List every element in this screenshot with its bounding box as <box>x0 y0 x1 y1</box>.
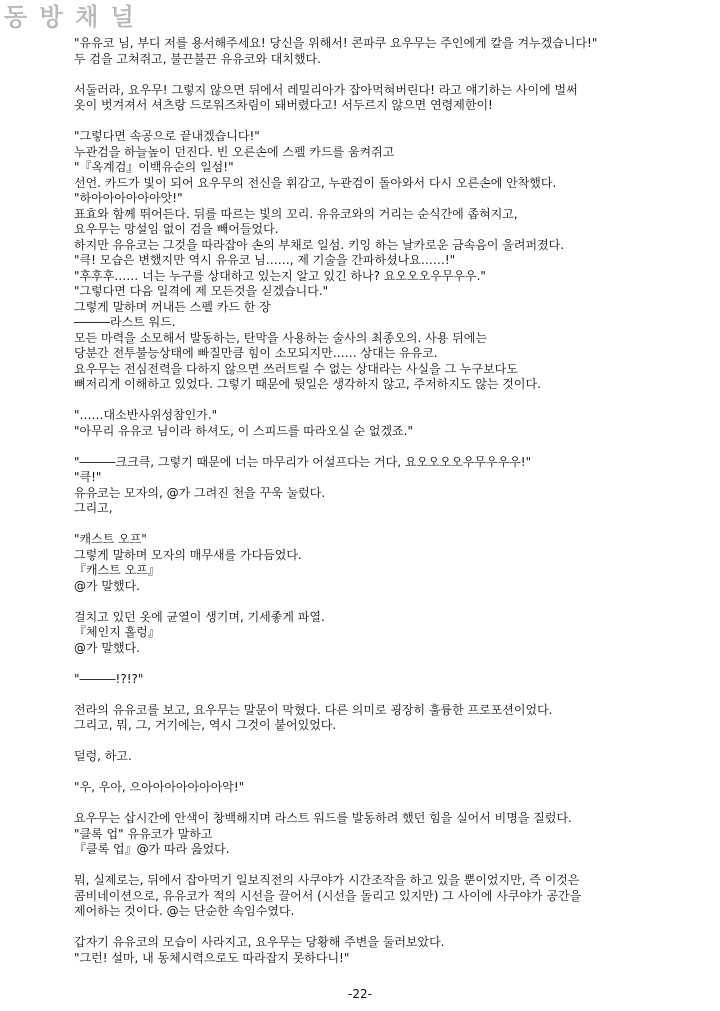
text-line: @가 말했다. <box>74 640 140 655</box>
blank-line <box>74 734 674 750</box>
text-line: 선언. 카드가 빛이 되어 요우무의 전신을 휘감고, 누관검이 돌아와서 다시 오른손에 안착했다. <box>74 175 557 190</box>
text-line: 요우무는 망설임 없이 검을 빼어들었다. <box>74 222 279 236</box>
text-line: 『클록 업』@가 따라 읊었다. <box>74 842 230 856</box>
text-line: "그런! 설마, 내 동체시력으로도 따라잡지 못하다니!" <box>74 950 350 965</box>
blank-line <box>74 765 674 781</box>
blank-line <box>74 517 674 533</box>
text-line: 표효와 함께 뛰어든다. 뒤를 따르는 빛의 꼬리. 유유코와의 거리는 순식간에 좁혀지고, <box>74 206 518 221</box>
text-line: 누관검을 하늘높이 던진다. 빈 오른손에 스펠 카드를 움켜쥐고 <box>74 144 395 159</box>
text-line: 그렇게 말하며 모자의 매무새를 가다듬었다. <box>74 547 302 562</box>
text-line: "큭! 모습은 변했지만 역시 유유코 님……, 제 기술을 간파하셨나요……!" <box>74 253 456 267</box>
text-line: 『체인지 홀렁』 <box>74 625 160 639</box>
document-body <box>74 36 674 966</box>
blank-line <box>74 796 674 812</box>
text-line: 옷이 벗겨져서 셔츠랑 드로워즈차림이 돼버렸다고! 서두르지 않으면 연령제한이! <box>74 98 493 112</box>
text-line: "그렇다면 속공으로 끝내겠습니다!" <box>74 129 260 143</box>
text-line: "클록 업" 유유코가 말하고 <box>74 826 213 841</box>
blank-line <box>74 920 674 936</box>
text-line: 그리고, <box>74 501 113 515</box>
text-line: @가 말했다. <box>74 578 140 593</box>
blank-line <box>74 656 674 672</box>
text-line: 두 검을 고쳐쥐고, 불끈불끈 유유코와 대치했다. <box>74 51 321 66</box>
text-line: "아무리 유유코 님이라 하셔도, 이 스피드를 따라오실 순 없겠죠." <box>74 423 413 438</box>
text-line: "후후후…… 너는 누구를 상대하고 있는지 알고 있긴 하나? 요오오오우무우우." <box>74 268 486 283</box>
text-line: "『옥계검』이백유순의 일섬!" <box>74 160 234 174</box>
text-line: 전라의 유유코를 보고, 요우무는 말문이 막혔다. 다른 의미로 굉장히 훌륭한 프로포션이었다. <box>74 702 553 717</box>
text-line: "우, 우아, 으아아아아아아아악!" <box>74 780 245 794</box>
blank-line <box>74 393 674 409</box>
watermark-logo: 동 방 채 널 <box>4 3 136 31</box>
text-line: 서둘러라, 요우무! 그렇지 않으면 뒤에서 레밀리아가 잡아먹혀버린다! 라고 얘기하는 사이에 벌써 <box>74 82 578 97</box>
blank-line <box>74 114 674 130</box>
blank-line <box>74 67 674 83</box>
text-line: "큭!" <box>74 470 102 484</box>
text-line: "캐스트 오프" <box>74 532 147 546</box>
blank-line <box>74 439 674 455</box>
text-line: "하아아아아아아앗!" <box>74 191 183 205</box>
text-line: 걸치고 있던 옷에 균열이 생기며, 기세좋게 파열. <box>74 609 325 624</box>
text-line: 뭐, 실제로는, 뒤에서 잡아먹기 일보직전의 사쿠야가 시간조작을 하고 있을 뿐이었지만, 즉 이것은 <box>74 873 580 887</box>
blank-line <box>74 594 674 610</box>
text-line: 하지만 유유코는 그것을 따라잡아 손의 부채로 일섬. 키잉 하는 날카로운 금속음이 울려퍼졌다. <box>74 237 565 252</box>
text-line: "유유코 님, 부디 저를 용서해주세요! 당신을 위해서! 콘파쿠 요우무는 주인에게 칼을 겨누겠습니다!" <box>74 36 598 50</box>
text-line: 요우무는 전심전력을 다하지 않으면 쓰러트릴 수 없는 상대라는 사실을 그 누구보다도 <box>74 361 518 376</box>
text-line: 그렇게 말하며 꺼내든 스펠 카드 한 장 <box>74 299 271 314</box>
text-line: "―――!?!?" <box>74 671 144 686</box>
text-line: "그렇다면 다음 일격에 제 모든것을 싣겠습니다." <box>74 284 329 298</box>
page-number: -22- <box>348 987 372 1001</box>
text-line: 제어하는 것이다. @는 단순한 속임수였다. <box>74 904 295 918</box>
text-line: 유유코는 모자의, @가 그려진 천을 꾸욱 눌렀다. <box>74 485 326 500</box>
text-line: 뼈저리게 이해하고 있었다. 그렇기 때문에 뒷일은 생각하지 않고, 주저하지도 않는 것이다. <box>74 377 541 391</box>
text-line: "―――크크큭, 그렇기 때문에 너는 마무리가 어설프다는 거다, 요오오오오우무우우우!" <box>74 454 532 469</box>
blank-line <box>74 858 674 874</box>
text-line: 덜렁, 하고. <box>74 749 132 763</box>
text-line: 콤비네이션으로, 유유코가 적의 시선을 끌어서 (시선을 돌리고 있지만) 그 사이에 사쿠야가 공간을 <box>74 888 582 903</box>
text-line: 『캐스트 오프』 <box>74 563 160 577</box>
text-line: 요우무는 삽시간에 안색이 창백해지며 라스트 워드를 발동하려 했던 힘을 실어서 비명을 질렀다. <box>74 811 572 825</box>
blank-line <box>74 687 674 703</box>
text-line: 모든 마력을 소모해서 발동하는, 탄막을 사용하는 술사의 최종오의. 사용 뒤에는 <box>74 330 487 345</box>
text-line: ―――라스트 워드. <box>74 315 176 329</box>
text-line: "……대소반사위성참인가." <box>74 408 218 422</box>
text-line: 그리고, 뭐, 그, 거기에는, 역시 그것이 붙어있었다. <box>74 718 337 732</box>
text-line: 갑자기 유유코의 모습이 사라지고, 요우무는 당황해 주변을 둘러보았다. <box>74 935 445 949</box>
text-line: 당분간 전투불능상태에 빠질만큼 힘이 소모되지만…… 상대는 유유코. <box>74 346 438 360</box>
